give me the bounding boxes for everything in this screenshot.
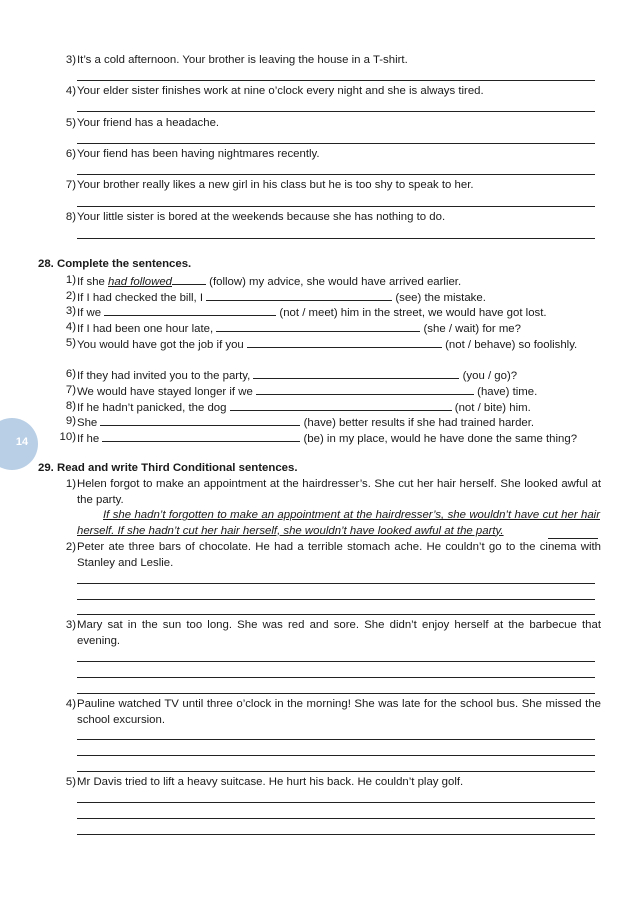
answer-line[interactable] [548,538,598,539]
exercise-29-heading: 29. Read and write Third Conditional sentences. [38,462,298,474]
blank-line[interactable] [253,367,459,379]
exercise-28-heading: 28. Complete the sentences. [38,258,192,270]
answer-line[interactable] [77,111,595,112]
answer-line[interactable] [77,677,595,678]
blank-line[interactable] [100,414,300,426]
answer-line[interactable] [77,174,595,175]
example-answer: If she hadn’t forgotten to make an appointment at the hairdresser’s, she wouldn’t have cut her hair herself. If she hadn’t cut her hair herself, she wouldn’t have looked awful at the party. [77,509,600,537]
blank-line[interactable] [206,289,392,301]
answer-line[interactable] [77,661,595,662]
page-number-badge [0,418,38,470]
answer-line[interactable] [77,802,595,803]
blank-line[interactable] [230,399,452,411]
example-answer: had followed [108,276,172,288]
answer-line[interactable] [77,614,595,615]
answer-line[interactable] [77,818,595,819]
answer-line[interactable] [77,583,595,584]
answer-line[interactable] [77,834,595,835]
answer-line[interactable] [77,755,595,756]
blank-line[interactable] [216,320,420,332]
blank-line[interactable] [172,273,206,285]
answer-line[interactable] [77,143,595,144]
answer-line[interactable] [77,80,595,81]
answer-line[interactable] [77,693,595,694]
answer-line[interactable] [77,599,595,600]
page-number: 14 [15,436,29,448]
answer-line[interactable] [77,739,595,740]
answer-line[interactable] [77,206,595,207]
blank-line[interactable] [247,336,442,348]
blank-line[interactable] [102,430,300,442]
answer-line[interactable] [77,771,595,772]
blank-line[interactable] [104,304,276,316]
answer-line[interactable] [77,238,595,239]
worksheet-page: 14 3) It’s a cold afternoon. Your brother is leaving the house in a T-shirt. 4) Your elder sister finishes work at nine o’clock every night and she is always tired. 5) Your friend has a headache. 6) Your fiend has been having nightmares recently. 7) Your brother really likes a new girl in his class but he is too shy to speak to her. 8) Your little sister is bored at the weekends because she has nothing to do. 28. Complete the sentences. 1) If she had followed (follow) my advice, she would have arrived earlier. 2) If I had checked the bill, I (see) the mistake. 3) If we (not / meet) him in the street, we would have got lost. 4) If I had been one hour late, (she / wait) for me? 5) You would have got the job if you (not / behave) so foolishly. 6) If they had invited you to the party, (you / go)? 7) We would have stayed longer if we (have) time. 8) If he hadn’t panicked, the dog (not / bite) him. 9) She (have) better results if she had trained harder. 10) If he (be) in my place, would he have done the same thing? 29. Read and write Third Conditional sentences. 1) Helen forgot to make an appointment at the hairdresser’s. She cut her hair herself. She looked awful at the party. If she hadn’t forgotten to make an appointment at the hairdresser’s, she wouldn’t have cut her hair herself. If she hadn’t cut her hair herself, she wouldn’t have looked awful at the party. 2) Peter ate three bars of chocolate. He had a terrible stomach ache. He couldn’t go to the cinema with Stanley and Leslie. 3) Mary sat in the sun too long. She was red and sore. She didn’t enjoy herself at the barbecue that evening. 4) Pauline watched TV until three o’clock in the morning! She was late for the school bus. She missed the school excursion. 5) Mr Davis tried to lift a heavy suitcase. He hurt his back. He couldn’t play golf. [0,0,638,902]
blank-line[interactable] [256,383,474,395]
